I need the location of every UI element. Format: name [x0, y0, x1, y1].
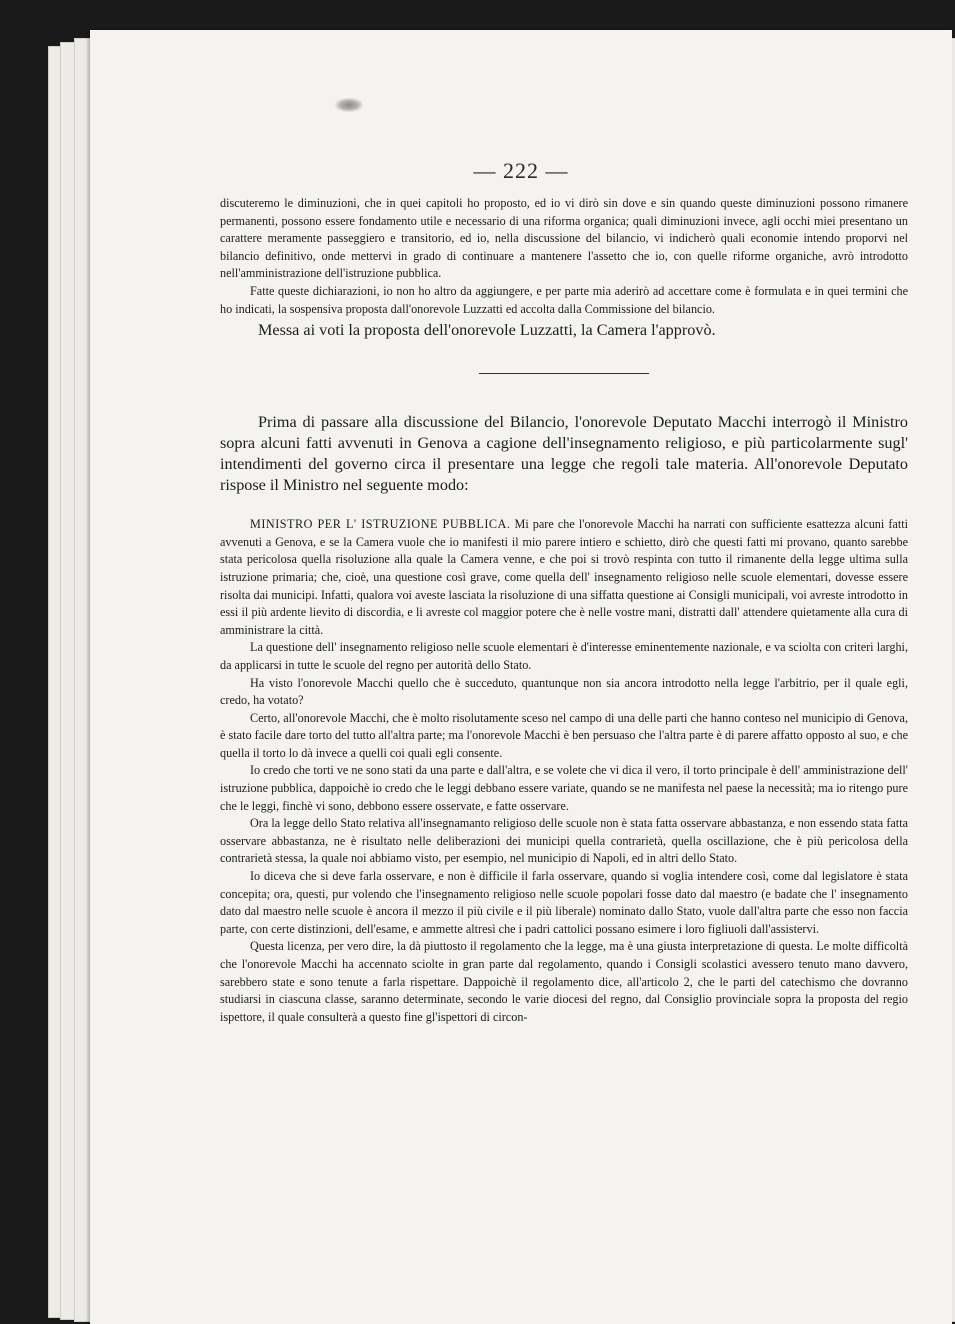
interrogation-intro: Prima di passare alla discussione del Bilancio, l'onorevole Deputato Macchi interrogò il Ministro sopra alcuni fatti avvenuti in Genova a cagione dell'insegnamento religioso, e più particolarmente sugl' intendimenti del governo circa il presentare una legge che regoli tale materia. All'onorevole Deputato rispose il Ministro nel seguente modo:: [220, 413, 908, 495]
speech-paragraph-6: Ora la legge dello Stato relativa all'insegnamanto religioso delle scuole non è stata fatta osservare abbastanza, e non essendo stata fatta osservare abbastanza, ne è risultato nelle deliberazioni dei municipi quella contrarietà, quella oscillazione, che è più pericolosa della contrarietà stessa, la quale noi abbiamo visto, per esempio, nel municipio di Napoli, ed in altri dello Stato.: [220, 816, 908, 866]
vote-result: Messa ai voti la proposta dell'onorevole Luzzatti, la Camera l'approvò.: [258, 321, 716, 340]
page-number: — 222 —: [473, 158, 569, 183]
minister-speech: [220, 516, 908, 1026]
speech-paragraph-7: Io diceva che si deve farla osservare, e non è difficile il farla osservare, quando si voglia intendere così, come dal legislatore è stata concepita; ora, questi, pur volendo che l'insegnamento religioso nelle scuole popolari fosse dato dal maestro (e badate che l' insegnamento dato dal maestro nelle scuole è ancora il mezzo il più civile e il più liberale) nominato dallo Stato, vuole dall'altra parte che esso non faccia parte, con certe distinzioni, dell'esame, e ammette altresì che i padri cattolici possano esimere i loro figliuoli dall'assistervi.: [220, 869, 908, 936]
ink-smudge: [335, 98, 363, 112]
speech-paragraph-4: Certo, all'onorevole Macchi, che è molto risolutamente sceso nel campo di una delle parti che hanno conteso nel municipio di Genova, è stato facile dare torto del tutto all'altra parte; ma l'onorevole Macchi è ben persuaso che l'altra parte è di parere affatto opposto al suo, e che quella il torto lo dà invece a quelli coi quali egli consente.: [220, 710, 908, 760]
speech-paragraph-8: Questa licenza, per vero dire, la dà piuttosto il regolamento che la legge, ma è una giusta interpretazione di questa. Le molte difficoltà che l'onorevole Macchi ha accennato sciolte in gran parte dal regolamento, quando i Consigli scolastici avessero tenuto mano davvero, sarebbero state e sono tenute a farla rispettare. Dappoichè il regolamento dice, all'articolo 2, che le parti del catechismo che dovranno studiarsi in ciascuna classe, saranno determinate, secondo le varie diocesi del regno, dal Consiglio provinciale sopra la proposta del regio ispettore, il quale consulterà a questo fine gl'ispettori di circon-: [220, 939, 908, 1024]
paragraph-2: Fatte queste dichiarazioni, io non ho altro da aggiungere, e per parte mia aderirò ad accettare come è formulata e in quei termini che ho indicati, la sospensiva proposta dall'onorevole Luzzatti ed accolta dalla Commissione del bilancio.: [220, 283, 908, 316]
speech-text-1: Mi pare che l'onorevole Macchi ha narrati con sufficiente esattezza alcuni fatti avvenuti a Genova, e se la Camera vuole che io manifesti il mio parere intiero e schietto, dirò che questi fatti mi provano, quanto sarebbe stata pericolosa quella risoluzione alla quale la Camera venne, e che poi si trovò respinta con tutto il rimanente della legge ultima sulla istruzione primaria; che, cioè, una questione così grave, come quella dell' insegnamento religioso nelle scuole elementari, dovesse essere risolta dai municipi. Infatti, qualora voi aveste lasciata la risoluzione di una siffatta questione ai Consigli municipali, voi avreste introdotto in essi il più ardente lievito di discordia, e li avreste col maggior potere che è nelle vostre mani, distratti dall' attendere quietamente alla cura di amministrare la città.: [220, 517, 909, 637]
page-text: [220, 195, 908, 1026]
section-top: [220, 195, 908, 318]
speaker-label: MINISTRO PER L' ISTRUZIONE PUBBLICA.: [250, 517, 511, 532]
speech-paragraph-2: La questione dell' insegnamento religioso nelle scuole elementari è d'interesse eminentemente nazionale, e va sciolta con criteri larghi, da applicarsi in tutte le scuole del regno per autorità dello Stato.: [220, 640, 908, 672]
speech-paragraph-1: [220, 516, 908, 639]
section-divider: [479, 373, 649, 374]
speech-paragraph-5: Io credo che torti ve ne sono stati da una parte e dall'altra, e se volete che vi dica il vero, il torto principale è dell' amministrazione dell' istruzione pubblica, dappoichè io credo che le leggi debbano essere variate, quando se ne manifesta nel paese la necessità; ma io ritengo pure che le leggi, finchè vi sono, debbono essere osservate, e fatte osservare.: [220, 763, 908, 813]
paragraph-1: discuteremo le diminuzioni, che in quei capitoli ho proposto, ed io vi dirò sin dove e sin quando queste diminuzioni possono rimanere permanenti, possono essere fondamento utile e necessario di una riforma organica; quali diminuzioni invece, agli occhi miei presentano un carattere meramente passeggiero e transitorio, ed io, nella discussione del bilancio, vi indicherò quali economie intendo proporvi nel bilancio definitivo, onde mettervi in grado di continuare a mantenere l'assetto che io, con quelle riforme organiche, avrò introdotto nell'amministrazione dell'istruzione pubblica.: [220, 196, 908, 281]
speech-paragraph-3: Ha visto l'onorevole Macchi quello che è succeduto, quantunque non sia ancora introdotto nella legge l'arbitrio, per il quale egli, credo, ha votato?: [220, 675, 908, 708]
scanned-page: [90, 30, 952, 1324]
